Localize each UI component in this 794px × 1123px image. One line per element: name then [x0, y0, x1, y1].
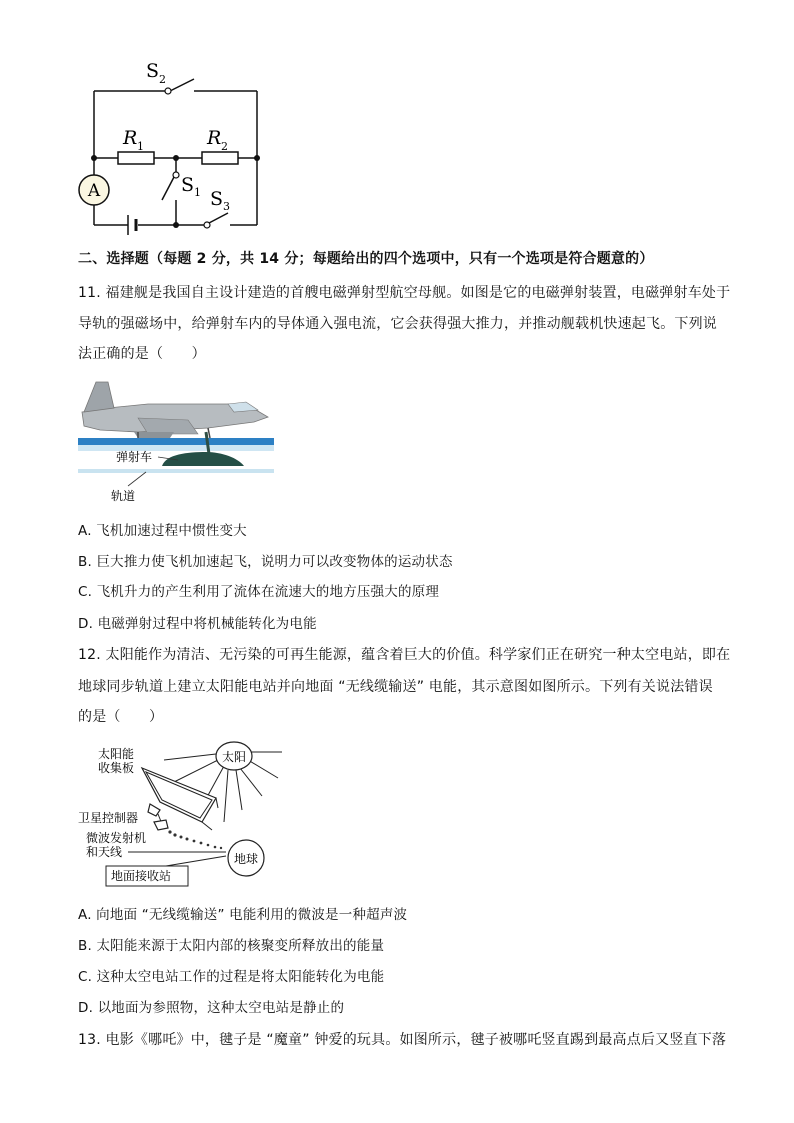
circuit-diagram [70, 55, 270, 235]
microwave-transmitter [154, 820, 168, 830]
q12-option-a[interactable]: A. 向地面 “无线缆输送” 电能利用的微波是一种超声波 [78, 907, 408, 923]
svg-text:2: 2 [221, 140, 228, 153]
q12-option-c[interactable]: C. 这种太空电站工作的过程是将太阳能转化为电能 [78, 969, 385, 985]
q12-option-d[interactable]: D. 以地面为参照物，这种太空电站是静止的 [78, 1000, 345, 1016]
catapult-shuttle [162, 452, 244, 466]
q12-text-line-1: 12. 太阳能作为清洁、无污染的可再生能源，蕴含着巨大的价值。科学家们正在研究一种太空电站，即在 [78, 647, 731, 663]
microwave-beam [168, 830, 222, 849]
label-s1: S [181, 174, 195, 196]
svg-text:2: 2 [159, 73, 166, 86]
q11-option-c[interactable]: C. 飞机升力的产生利用了流体在流速大的地方压强大的原理 [78, 584, 440, 600]
svg-text:3: 3 [223, 200, 230, 213]
q12-option-b[interactable]: B. 太阳能来源于太阳内部的核聚变所释放出的能量 [78, 938, 385, 954]
switch-s3-blade [209, 213, 228, 223]
label-collector-2: 收集板 [98, 761, 135, 775]
q11-option-a[interactable]: A. 飞机加速过程中惯性变大 [78, 523, 247, 539]
resistor-r1 [118, 152, 154, 164]
svg-text:1: 1 [137, 140, 144, 153]
q11-option-d[interactable]: D. 电磁弹射过程中将机械能转化为电能 [78, 616, 317, 632]
switch-s1-blade [162, 177, 174, 200]
q11-text-line-2: 导轨的强磁场中，给弹射车内的导体通入强电流，它会获得强大推力，并推动舰载机快速起飞。下列说 [78, 316, 717, 332]
label-s3: S [210, 188, 224, 210]
label-controller: 卫星控制器 [78, 811, 139, 825]
q11-text-line-1: 11. 福建舰是我国自主设计建造的首艘电磁弹射型航空母舰。如图是它的电磁弹射装置，电磁弹射车处于 [78, 285, 731, 301]
label-r1: R [123, 127, 138, 149]
q11-text-line-3: 法正确的是（ ） [78, 346, 206, 362]
label-sun: 太阳 [221, 750, 247, 764]
label-rail: 轨道 [111, 489, 136, 503]
q13-text-line-1: 13. 电影《哪吒》中，毽子是 “魔童” 钟爱的玩具。如图所示，毽子被哪吒竖直踢到最高点后又竖直下落 [78, 1032, 727, 1048]
q11-option-b[interactable]: B. 巨大推力使飞机加速起飞，说明力可以改变物体的运动状态 [78, 554, 453, 570]
deck-band-top [78, 438, 274, 445]
resistor-r2 [202, 152, 238, 164]
ammeter-label: A [87, 181, 101, 201]
fighter-jet-image [82, 382, 268, 438]
switch-s2-blade [170, 79, 194, 91]
label-transmitter-2: 和天线 [86, 845, 123, 859]
label-transmitter-1: 微波发射机 [86, 831, 147, 845]
rail-band [78, 469, 274, 473]
label-ground-station: 地面接收站 [111, 869, 172, 883]
q12-text-line-3: 的是（ ） [78, 709, 164, 725]
carrier-catapult-figure [78, 374, 278, 509]
label-s2: S [146, 60, 160, 82]
label-earth: 地球 [233, 852, 259, 866]
label-catapult: 弹射车 [116, 450, 153, 464]
label-collector-1: 太阳能 [98, 747, 135, 761]
space-power-station-figure [78, 738, 288, 888]
label-r2: R [207, 127, 222, 149]
svg-text:1: 1 [194, 186, 201, 199]
q12-text-line-2: 地球同步轨道上建立太阳能电站并向地面 “无线缆输送” 电能，其示意图如图所示。下列有关说法错误 [78, 679, 713, 695]
section-title: 二、选择题（每题 2 分，共 14 分；每题给出的四个选项中，只有一个选项是符合题意的） [78, 251, 654, 267]
